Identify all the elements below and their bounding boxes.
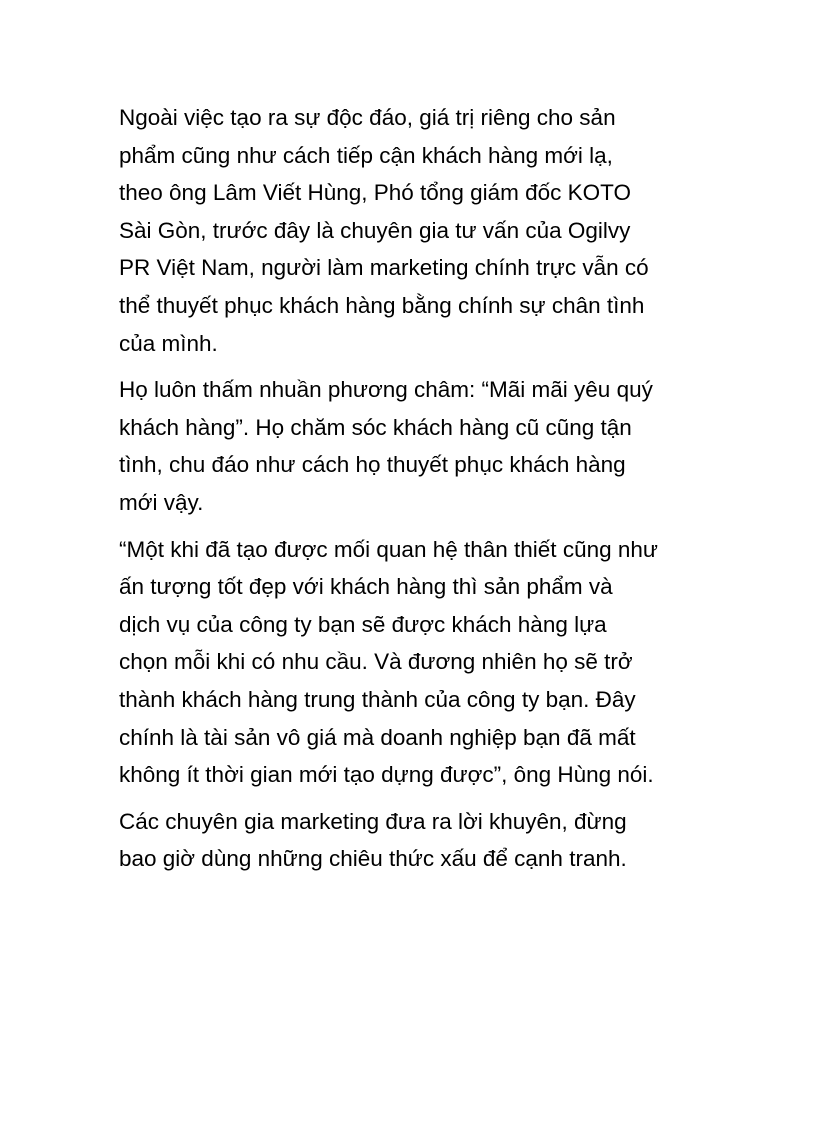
text-line: thành khách hàng trung thành của công ty bạn. Đây (119, 686, 636, 712)
paragraph-2 (119, 371, 719, 521)
text-line: Các chuyên gia marketing đưa ra lời khuyên, đừng (119, 808, 627, 834)
text-line: dịch vụ của công ty bạn sẽ được khách hàng lựa (119, 611, 607, 637)
text-line: Họ luôn thấm nhuần phương châm: “Mãi mãi yêu quý (119, 377, 653, 403)
text-line: tình, chu đáo như cách họ thuyết phục khách hàng (119, 452, 626, 478)
text-line: chọn mỗi khi có nhu cầu. Và đương nhiên họ sẽ trở (119, 649, 633, 675)
text-line: thể thuyết phục khách hàng bằng chính sự chân tình (119, 292, 645, 318)
paragraph-4 (119, 803, 719, 878)
text-line: của mình. (119, 330, 218, 356)
text-line: PR Việt Nam, người làm marketing chính trực vẫn có (119, 255, 649, 281)
text-line: không ít thời gian mới tạo dựng được”, ông Hùng nói. (119, 762, 654, 788)
text-line: khách hàng”. Họ chăm sóc khách hàng cũ cũng tận (119, 414, 632, 440)
text-line: “Một khi đã tạo được mối quan hệ thân thiết cũng như (119, 536, 658, 562)
text-line: theo ông Lâm Viết Hùng, Phó tổng giám đốc KOTO (119, 180, 631, 206)
paragraph-3 (119, 531, 719, 794)
text-line: chính là tài sản vô giá mà doanh nghiệp bạn đã mất (119, 724, 636, 750)
paragraph-1 (119, 99, 719, 362)
text-line: Ngoài việc tạo ra sự độc đáo, giá trị riêng cho sản (119, 105, 616, 130)
text-line: Sài Gòn, trước đây là chuyên gia tư vấn của Ogilvy (119, 217, 631, 243)
text-line: ấn tượng tốt đẹp với khách hàng thì sản phẩm và (119, 574, 613, 600)
text-line: phẩm cũng như cách tiếp cận khách hàng mới lạ, (119, 142, 613, 168)
text-line: bao giờ dùng những chiêu thức xấu để cạnh tranh. (119, 846, 627, 872)
document-body (119, 99, 719, 887)
text-line: mới vậy. (119, 489, 204, 515)
